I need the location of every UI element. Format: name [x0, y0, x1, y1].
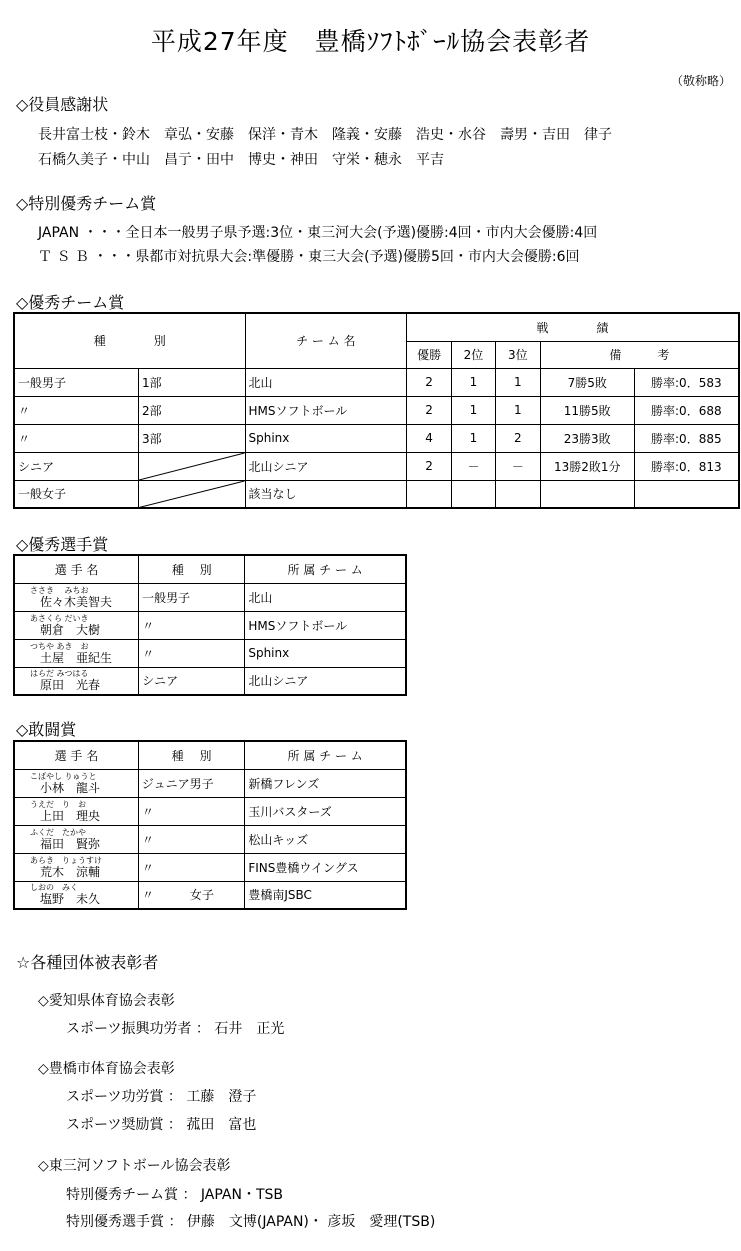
player-team: HMSソフトボール [245, 611, 406, 639]
table-row [14, 452, 739, 480]
special-team-line-1: JAPAN ・・・全日本一般男子県予選:3位・東三河大会(予選)優勝:4回・市内大会優勝:4回 [38, 225, 598, 241]
diagonal-line [139, 481, 244, 508]
player-name-cell [14, 611, 139, 639]
row-second: 1 [452, 396, 496, 424]
player-name: 佐々木美智夫 [40, 594, 113, 609]
player-category: 〃 [138, 825, 244, 853]
header-category: 種 別 [138, 741, 244, 769]
name-reading: あらき りょうすけ [30, 855, 102, 865]
name-reading: しおの みく [30, 883, 78, 893]
fighting-award-table [13, 740, 407, 910]
row-second: 1 [452, 424, 496, 452]
player-team: 松山キッズ [245, 825, 406, 853]
player-award-table [13, 554, 407, 696]
row-category: 一般女子 [14, 480, 139, 508]
row-division: 2部 [139, 396, 245, 424]
toyohashi-line-2: スポーツ奨励賞 ： 菰田 富也 [66, 1117, 257, 1133]
header-record: 戦 績 [407, 313, 739, 341]
row-division-blank [139, 480, 245, 508]
officers-line-2: 石橋久美子・中山 昌亍・田中 博史・神田 守栄・穂永 平吉 [38, 152, 444, 168]
header-team: 所 属 チ ー ム [245, 741, 406, 769]
header-second: 2位 [452, 341, 496, 368]
name-reading: あさくら だいき [30, 613, 89, 623]
row-result: 11勝5敗 [540, 396, 634, 424]
header-name: 選 手 名 [14, 555, 139, 583]
player-team: 新橋フレンズ [245, 769, 406, 797]
table-row [14, 424, 739, 452]
row-category: シニア [14, 452, 139, 480]
header-remarks: 備 考 [540, 341, 739, 368]
diagonal-line [139, 453, 244, 480]
east-mikawa-line-1: 特別優秀チーム賞 ： JAPAN・TSB [66, 1187, 283, 1203]
row-win: 4 [407, 424, 452, 452]
row-third: 1 [495, 368, 540, 396]
player-name: 塩野 未久 [40, 892, 101, 907]
header-third: 3位 [495, 341, 540, 368]
player-name-cell [14, 583, 139, 611]
team-award-table [13, 312, 740, 509]
player-name: 上田 理央 [40, 808, 101, 823]
toyohashi-line-1: スポーツ功労賞 ： 工藤 澄子 [66, 1089, 257, 1105]
player-name-cell [14, 639, 139, 667]
table-row [14, 853, 406, 881]
table-row [14, 797, 406, 825]
table-row [14, 667, 406, 695]
table-row [14, 480, 739, 508]
player-team: 北山シニア [245, 667, 406, 695]
row-third: － [495, 452, 540, 480]
row-win: 2 [407, 368, 452, 396]
header-name: 選 手 名 [14, 741, 138, 769]
player-category: 〃 [138, 853, 244, 881]
officers-heading: ◇役員感謝状 [16, 95, 109, 114]
table-row [14, 396, 739, 424]
table-row [14, 639, 406, 667]
east-mikawa-heading: ◇東三河ソフトボール協会表彰 [38, 1158, 231, 1174]
row-second: 1 [452, 368, 496, 396]
row-division: 3部 [139, 424, 245, 452]
row-category: 〃 [14, 396, 139, 424]
row-result: 7勝5敗 [540, 368, 634, 396]
row-rate: 勝率:0．688 [634, 396, 739, 424]
row-rate: 勝率:0．583 [634, 368, 739, 396]
player-team: Sphinx [245, 639, 406, 667]
player-category: シニア [139, 667, 245, 695]
name-reading: つちや あき お [30, 641, 89, 651]
header-win: 優勝 [407, 341, 452, 368]
player-name-cell [14, 797, 138, 825]
row-division-blank [139, 452, 245, 480]
row-rate: 勝率:0．885 [634, 424, 739, 452]
header-team: チ ー ム 名 [245, 313, 407, 368]
player-name-cell [14, 769, 138, 797]
row-team: 北山シニア [245, 452, 407, 480]
page-title: 平成27年度 豊橋ｿﾌﾄﾎﾞｰﾙ協会表彰者 [150, 27, 591, 56]
player-name: 福田 賢弥 [40, 836, 101, 851]
east-mikawa-line-2: 特別優秀選手賞 ： 伊藤 文博(JAPAN)・ 彦坂 愛理(TSB) [66, 1214, 436, 1230]
fighting-award-heading: ◇敢闘賞 [16, 720, 77, 739]
table-row [14, 881, 406, 909]
row-win: 2 [407, 396, 452, 424]
player-team: 玉川バスターズ [245, 797, 406, 825]
row-second [452, 480, 496, 508]
player-team: 豊橋南JSBC [245, 881, 406, 909]
row-rate: 勝率:0．813 [634, 452, 739, 480]
player-team: 北山 [245, 583, 406, 611]
player-name: 原田 光春 [40, 678, 101, 693]
table-row [14, 583, 406, 611]
row-second: － [452, 452, 496, 480]
groups-heading: ☆各種団体被表彰者 [16, 953, 159, 972]
player-name: 小林 龍斗 [40, 780, 101, 795]
player-name-cell [14, 881, 138, 909]
row-third [495, 480, 540, 508]
row-category: 一般男子 [14, 368, 139, 396]
row-result [540, 480, 634, 508]
toyohashi-heading: ◇豊橋市体育協会表彰 [38, 1061, 175, 1077]
aichi-heading: ◇愛知県体育協会表彰 [38, 993, 175, 1009]
row-team: HMSソフトボール [245, 396, 407, 424]
aichi-line: スポーツ振興功労者 ： 石井 正光 [66, 1021, 285, 1037]
header-category: 種 別 [14, 313, 245, 368]
name-reading: ふくだ たかや [30, 827, 86, 837]
player-award-heading: ◇優秀選手賞 [16, 535, 109, 554]
row-result: 13勝2敗1分 [540, 452, 634, 480]
player-category: 〃 [138, 797, 244, 825]
row-win: 2 [407, 452, 452, 480]
row-team: 北山 [245, 368, 407, 396]
team-award-heading: ◇優秀チーム賞 [16, 293, 125, 312]
player-name: 荒木 涼輔 [40, 864, 101, 879]
row-category: 〃 [14, 424, 139, 452]
special-team-line-2: Ｔ Ｓ Ｂ ・・・県都市対抗県大会:準優勝・東三大会(予選)優勝5回・市内大会優勝:6回 [38, 249, 580, 265]
player-category: 〃 [139, 639, 245, 667]
player-category: ジュニア男子 [138, 769, 244, 797]
player-name-cell [14, 853, 138, 881]
row-win [407, 480, 452, 508]
header-category: 種 別 [139, 555, 245, 583]
table-row [14, 611, 406, 639]
row-team: Sphinx [245, 424, 407, 452]
player-name: 土屋 亜紀生 [40, 650, 113, 665]
name-reading: こばやし りゅうと [30, 771, 97, 781]
row-third: 1 [495, 396, 540, 424]
table-row [14, 769, 406, 797]
special-team-heading: ◇特別優秀チーム賞 [16, 194, 157, 213]
row-team: 該当なし [245, 480, 407, 508]
row-result: 23勝3敗 [540, 424, 634, 452]
name-reading: ささき みちお [30, 585, 89, 595]
header-team: 所 属 チ ー ム [245, 555, 406, 583]
player-category: 一般男子 [139, 583, 245, 611]
table-row [14, 368, 739, 396]
row-rate [634, 480, 739, 508]
name-reading: はらだ みつはる [30, 669, 89, 679]
player-category: 〃 女子 [138, 881, 244, 909]
player-team: FINS豊橋ウイングス [245, 853, 406, 881]
row-division: 1部 [139, 368, 245, 396]
player-name: 朝倉 大樹 [40, 622, 101, 637]
row-third: 2 [495, 424, 540, 452]
player-name-cell [14, 825, 138, 853]
player-category: 〃 [139, 611, 245, 639]
name-reading: うえだ り お [30, 799, 86, 809]
honorifics-note: （敬称略） [670, 74, 731, 88]
player-name-cell [14, 667, 139, 695]
officers-line-1: 長井富士枝・鈴木 章弘・安藤 保洋・青木 隆義・安藤 浩史・水谷 壽男・吉田 律子 [38, 127, 612, 143]
table-row [14, 825, 406, 853]
